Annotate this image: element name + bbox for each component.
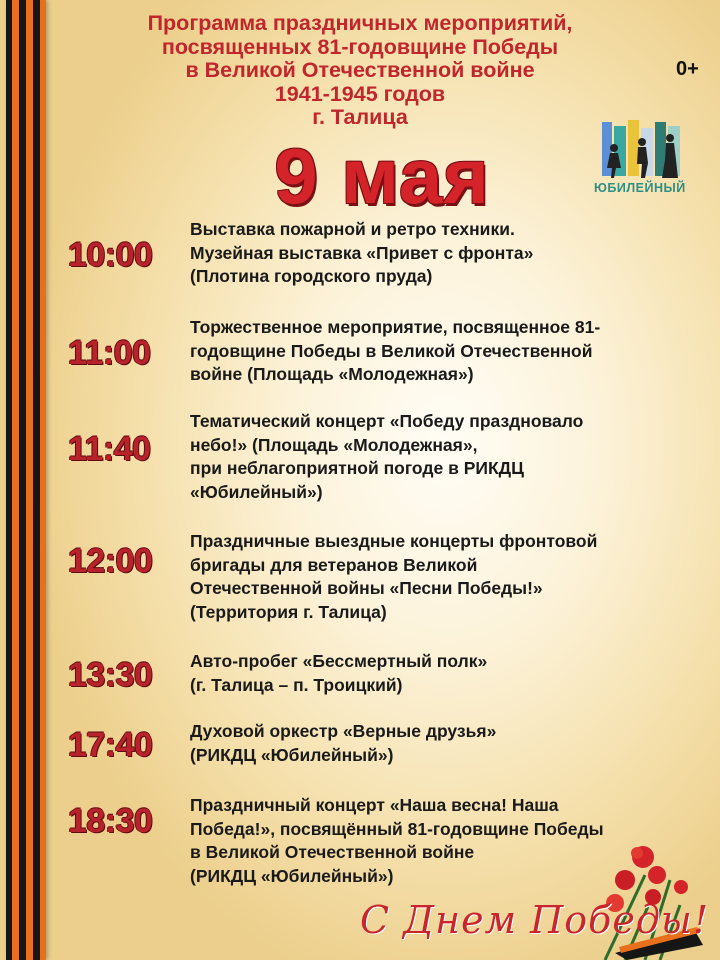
- event-line: Праздничные выездные концерты фронтовой: [190, 531, 598, 551]
- event-line: Отечественной войны «Песни Победы!»: [190, 578, 543, 598]
- event-description: [190, 218, 705, 289]
- event-line: (РИКДЦ «Юбилейный»): [190, 865, 394, 886]
- event-description: [190, 410, 705, 504]
- event-line: Победа!», посвящённый 81-годовщине Победы: [190, 818, 604, 839]
- victory-day-greeting: С Днем Победы!: [360, 898, 710, 942]
- title-line: посвященных 81-годовщине Победы: [161, 34, 559, 59]
- event-line: Авто-пробег «Бессмертный полк»: [190, 651, 488, 671]
- poster-title: [60, 12, 660, 130]
- st-george-ribbon: [6, 0, 46, 960]
- age-rating-badge: 0+: [676, 58, 699, 80]
- event-description: [190, 316, 705, 387]
- event-line: (г. Талица – п. Троицкий): [190, 674, 403, 695]
- event-time: 17:40: [68, 726, 153, 764]
- event-line: годовщине Победы в Великой Отечественной: [190, 340, 593, 361]
- event-time: 11:40: [68, 430, 151, 468]
- event-line: в Великой Отечественной войне: [190, 842, 475, 862]
- event-line: Музейная выставка «Привет с фронта»: [190, 242, 534, 263]
- event-time: 13:30: [68, 656, 153, 694]
- event-line: Праздничный концерт «Наша весна! Наша: [190, 795, 559, 815]
- title-line: в Великой Отечественной войне: [185, 58, 535, 83]
- event-line: Выставка пожарной и ретро техники.: [190, 219, 515, 239]
- event-time: 11:00: [68, 334, 151, 372]
- event-line: (Плотина городского пруда): [190, 266, 433, 286]
- event-line: Духовой оркестр «Верные друзья»: [190, 721, 497, 741]
- title-line: Программа праздничных мероприятий,: [147, 11, 573, 35]
- event-line: Тематический концерт «Победу праздновало: [190, 411, 584, 431]
- event-line: «Юбилейный»): [190, 481, 323, 502]
- event-time: 12:00: [68, 542, 153, 580]
- event-line: войне (Площадь «Молодежная»): [190, 364, 474, 384]
- logo-label: ЮБИЛЕЙНЫЙ: [594, 181, 686, 195]
- event-line: бригады для ветеранов Великой: [190, 554, 478, 575]
- event-line: Торжественное мероприятие, посвященное 81-: [190, 317, 601, 337]
- event-description: [190, 530, 705, 624]
- event-line: (Территория г. Талица): [190, 601, 387, 622]
- event-description: [190, 650, 705, 697]
- event-description: [190, 720, 705, 767]
- event-line: (РИКДЦ «Юбилейный»): [190, 744, 394, 765]
- event-time: 18:30: [68, 802, 153, 840]
- title-line: г. Талица: [312, 105, 408, 130]
- event-date: 9 мая: [274, 132, 490, 220]
- event-line: при неблагоприятной погоде в РИКДЦ: [190, 458, 524, 478]
- event-time: 10:00: [68, 236, 153, 274]
- event-line: небо!» (Площадь «Молодежная»,: [190, 434, 478, 455]
- title-line: 1941-1945 годов: [274, 81, 446, 106]
